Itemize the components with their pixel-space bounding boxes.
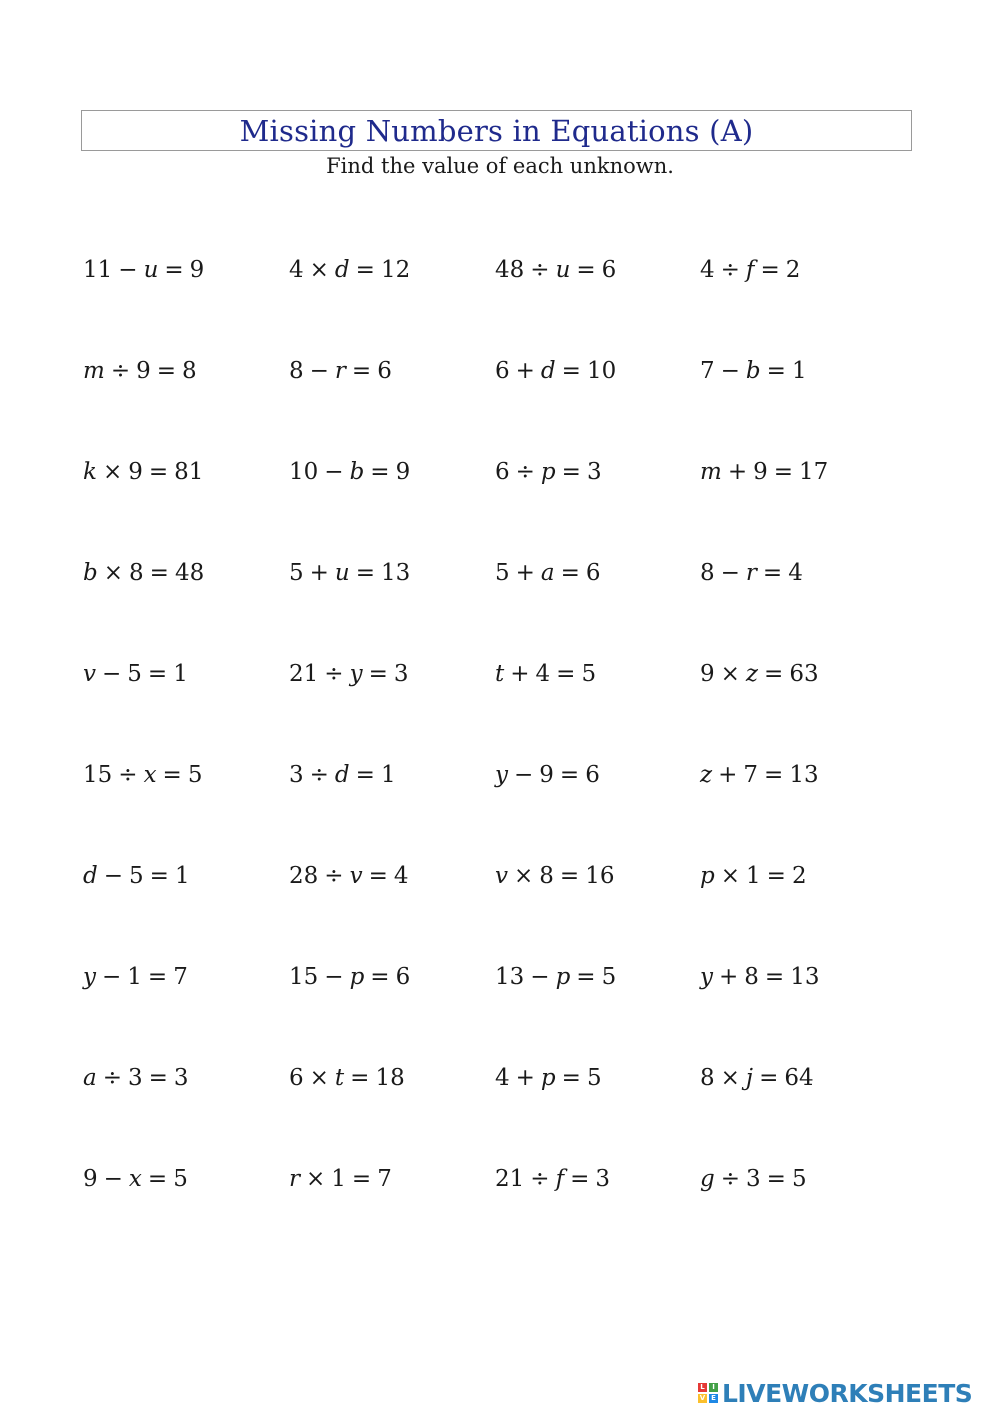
worksheet-instructions: Find the value of each unknown. xyxy=(326,154,674,178)
equation-number: 28 xyxy=(289,863,319,889)
equation-unknown: y xyxy=(495,762,508,788)
equation xyxy=(495,356,616,386)
equation-operator: × xyxy=(309,1065,329,1091)
equation-number: 7 xyxy=(700,358,715,384)
equation xyxy=(700,1164,807,1194)
equation-operator: − xyxy=(309,358,329,384)
equation-operator: − xyxy=(103,1166,123,1192)
equation-unknown: f xyxy=(555,1166,565,1192)
equation-operator: ÷ xyxy=(118,762,138,788)
equation-number: 12 xyxy=(380,257,411,283)
equation-operator: ÷ xyxy=(720,1166,741,1192)
equation-number: 13 xyxy=(790,964,820,990)
equation-number: 5 xyxy=(586,1065,602,1091)
equation-operator: = xyxy=(759,1065,779,1091)
equation-operator: − xyxy=(118,257,138,283)
equation-operator: = xyxy=(355,257,375,283)
equation xyxy=(289,457,410,487)
equation xyxy=(495,962,616,992)
equation-number: 3 xyxy=(586,459,602,485)
equation-number: 1 xyxy=(174,863,190,889)
equation-operator: ÷ xyxy=(530,1166,550,1192)
equation xyxy=(495,255,616,285)
equation-number: 1 xyxy=(380,762,396,788)
equation-number: 8 xyxy=(129,560,144,586)
equation-number: 5 xyxy=(581,661,597,687)
equation-number: 1 xyxy=(331,1166,346,1192)
equation xyxy=(83,760,202,790)
equation-unknown: v xyxy=(349,863,363,889)
equation xyxy=(700,356,807,386)
logo-mark-tile: V xyxy=(699,1394,706,1402)
equation-unknown: p xyxy=(555,964,571,990)
equation-number: 7 xyxy=(743,762,759,788)
equation-number: 8 xyxy=(182,358,197,384)
equation-number: 17 xyxy=(799,459,829,485)
equation xyxy=(289,356,392,386)
equation-operator: × xyxy=(514,863,534,889)
equation-number: 10 xyxy=(289,459,319,485)
equation-unknown: b xyxy=(745,358,761,384)
equation-operator: ÷ xyxy=(515,459,535,485)
equation-unknown: t xyxy=(334,1065,345,1091)
equation-unknown: r xyxy=(745,560,757,586)
equation-number: 4 xyxy=(788,560,803,586)
equation-number: 8 xyxy=(700,1065,715,1091)
equation-number: 6 xyxy=(289,1065,304,1091)
equation-operator: ÷ xyxy=(309,762,329,788)
equation-unknown: x xyxy=(128,1166,142,1192)
equation-number: 8 xyxy=(700,560,715,586)
equation-number: 6 xyxy=(495,459,510,485)
logo-mark-tile: E xyxy=(709,1394,718,1403)
equation-number: 5 xyxy=(127,661,142,687)
equation-operator: = xyxy=(576,257,596,283)
equation-unknown: u xyxy=(334,560,350,586)
equation-operator: ÷ xyxy=(102,1065,122,1091)
equation-number: 13 xyxy=(381,560,411,586)
equation-unknown: d xyxy=(334,762,350,788)
equation-number: 6 xyxy=(495,358,510,384)
equation-unknown: a xyxy=(540,560,555,586)
equation-operator: × xyxy=(720,863,741,889)
equation-number: 1 xyxy=(791,358,807,384)
equation-unknown: t xyxy=(495,661,505,687)
equation-operator: + xyxy=(515,358,535,384)
equation-number: 64 xyxy=(784,1065,814,1091)
equation-operator: − xyxy=(720,358,740,384)
equation-number: 9 xyxy=(539,762,554,788)
equation-operator: = xyxy=(766,863,786,889)
equation-operator: − xyxy=(324,964,344,990)
equation-number: 4 xyxy=(700,257,715,283)
equation-unknown: v xyxy=(83,661,96,687)
equation-operator: = xyxy=(147,964,168,990)
equation-operator: = xyxy=(764,964,785,990)
equation-number: 6 xyxy=(585,560,601,586)
equation-number: 11 xyxy=(83,257,113,283)
equation-operator: = xyxy=(351,1166,372,1192)
equation xyxy=(83,962,188,992)
equation-operator: + xyxy=(727,459,748,485)
equation-operator: = xyxy=(561,1065,581,1091)
equation-operator: = xyxy=(148,1065,168,1091)
equation xyxy=(700,255,800,285)
logo-mark-tile: L xyxy=(698,1383,707,1392)
equation xyxy=(83,457,203,487)
equation-operator: = xyxy=(559,863,580,889)
equation-unknown: r xyxy=(289,1166,300,1192)
equation-number: 3 xyxy=(746,1166,761,1192)
equation xyxy=(289,558,410,588)
equation-operator: = xyxy=(350,1065,370,1091)
equation-unknown: y xyxy=(83,964,96,990)
equation-unknown: r xyxy=(334,358,346,384)
equation-number: 9 xyxy=(753,459,768,485)
equation-number: 6 xyxy=(377,358,392,384)
equation xyxy=(289,962,410,992)
equation-unknown: k xyxy=(83,459,97,485)
equation-operator: = xyxy=(766,1166,786,1192)
equation-number: 7 xyxy=(173,964,188,990)
equation-unknown: z xyxy=(700,762,713,788)
equation-operator: = xyxy=(556,661,576,687)
equation-unknown: p xyxy=(540,459,556,485)
equation-operator: = xyxy=(760,257,780,283)
equation-unknown: f xyxy=(745,257,755,283)
equation-unknown: j xyxy=(745,1065,754,1091)
equation-operator: = xyxy=(561,358,581,384)
equation xyxy=(700,962,819,992)
equation-unknown: b xyxy=(83,560,98,586)
equation-number: 9 xyxy=(136,358,151,384)
equation xyxy=(700,457,828,487)
equation-operator: − xyxy=(530,964,550,990)
equation-number: 1 xyxy=(173,661,188,687)
equation-number: 81 xyxy=(174,459,204,485)
equation-number: 48 xyxy=(174,560,205,586)
equation-number: 16 xyxy=(585,863,615,889)
equation-operator: = xyxy=(355,762,375,788)
equation-unknown: d xyxy=(334,257,350,283)
equation xyxy=(83,255,204,285)
equation-number: 9 xyxy=(395,459,411,485)
equation-number: 18 xyxy=(375,1065,405,1091)
equation-operator: ÷ xyxy=(324,661,344,687)
equation-number: 8 xyxy=(744,964,759,990)
equation xyxy=(83,1063,189,1093)
equation-unknown: d xyxy=(83,863,98,889)
equation-number: 3 xyxy=(128,1065,143,1091)
equation-number: 5 xyxy=(601,964,617,990)
equation-number: 13 xyxy=(789,762,819,788)
equation-number: 9 xyxy=(128,459,143,485)
equation-operator: ÷ xyxy=(720,257,740,283)
equation-operator: − xyxy=(720,560,740,586)
equation-operator: × xyxy=(103,560,124,586)
equation-operator: = xyxy=(148,459,169,485)
equation-operator: − xyxy=(324,459,344,485)
equation-operator: − xyxy=(102,661,122,687)
equation-operator: = xyxy=(766,358,786,384)
equation xyxy=(289,1164,392,1194)
equation-number: 4 xyxy=(289,257,304,283)
equation-operator: = xyxy=(147,661,168,687)
equation-operator: − xyxy=(102,964,122,990)
equation-operator: = xyxy=(576,964,596,990)
equation-unknown: p xyxy=(349,964,365,990)
equation xyxy=(495,659,596,689)
equation-number: 4 xyxy=(393,863,409,889)
equation-unknown: b xyxy=(349,459,365,485)
equation-number: 5 xyxy=(129,863,144,889)
equation-number: 8 xyxy=(289,358,304,384)
logo-text: LIVEWORKSHEETS xyxy=(722,1378,973,1408)
equation-number: 48 xyxy=(495,257,525,283)
equation xyxy=(289,861,408,891)
equation xyxy=(700,1063,814,1093)
equation xyxy=(289,255,410,285)
equation-number: 3 xyxy=(289,762,304,788)
equation-number: 9 xyxy=(83,1166,98,1192)
equation-operator: = xyxy=(764,762,784,788)
equation-operator: × xyxy=(102,459,123,485)
equation-operator: = xyxy=(370,964,390,990)
equation xyxy=(700,659,819,689)
equation-operator: = xyxy=(149,863,169,889)
equation-unknown: m xyxy=(83,358,105,384)
equation-number: 3 xyxy=(173,1065,189,1091)
equation-operator: + xyxy=(718,762,738,788)
equation-unknown: p xyxy=(540,1065,556,1091)
title-box xyxy=(81,110,912,151)
equation-number: 3 xyxy=(595,1166,610,1192)
equation-operator: = xyxy=(559,762,580,788)
equation-unknown: y xyxy=(700,964,713,990)
equation-operator: = xyxy=(370,459,390,485)
equation-operator: + xyxy=(510,661,530,687)
equation-unknown: y xyxy=(349,661,363,687)
equation xyxy=(700,861,807,891)
equation-operator: = xyxy=(368,863,388,889)
liveworksheets-logo xyxy=(698,1376,972,1410)
equation xyxy=(83,356,197,386)
equation xyxy=(700,760,819,790)
equation-number: 6 xyxy=(395,964,411,990)
equation-number: 2 xyxy=(785,257,801,283)
logo-mark-tile: I xyxy=(709,1383,718,1392)
equation-operator: + xyxy=(309,560,329,586)
equation-number: 5 xyxy=(187,762,203,788)
equation-number: 21 xyxy=(495,1166,525,1192)
equation-operator: + xyxy=(515,1065,535,1091)
equation-operator: = xyxy=(351,358,372,384)
equation-number: 2 xyxy=(791,863,807,889)
equation-operator: × xyxy=(720,661,740,687)
equation-unknown: u xyxy=(555,257,571,283)
equation xyxy=(495,1164,610,1194)
equation xyxy=(495,1063,602,1093)
equation-operator: + xyxy=(515,560,535,586)
equation-number: 5 xyxy=(173,1166,188,1192)
equation-operator: ÷ xyxy=(110,358,131,384)
equation-operator: = xyxy=(570,1166,590,1192)
equation-operator: × xyxy=(306,1166,326,1192)
equation-number: 8 xyxy=(539,863,554,889)
equation xyxy=(495,861,614,891)
equation-operator: = xyxy=(162,762,182,788)
equation-number: 21 xyxy=(289,661,319,687)
equation-unknown: d xyxy=(540,358,556,384)
equation-unknown: a xyxy=(83,1065,97,1091)
equation-number: 6 xyxy=(601,257,617,283)
equation xyxy=(495,558,601,588)
equation-number: 6 xyxy=(585,762,600,788)
equation-unknown: p xyxy=(700,863,715,889)
equation-operator: = xyxy=(560,560,580,586)
equation-operator: = xyxy=(149,560,169,586)
equation-operator: − xyxy=(103,863,124,889)
equation-number: 5 xyxy=(791,1166,807,1192)
equation-operator: = xyxy=(764,661,784,687)
equation-unknown: g xyxy=(700,1166,715,1192)
equation-operator: = xyxy=(147,1166,168,1192)
logo-mark-icon xyxy=(698,1383,718,1403)
equation xyxy=(289,760,396,790)
equation-number: 10 xyxy=(586,358,617,384)
equation-number: 1 xyxy=(746,863,761,889)
equation xyxy=(83,558,204,588)
equation-operator: = xyxy=(355,560,376,586)
equation-operator: − xyxy=(514,762,534,788)
equation xyxy=(495,457,602,487)
equation-number: 5 xyxy=(495,560,510,586)
equation-unknown: m xyxy=(700,459,722,485)
equation-unknown: u xyxy=(143,257,159,283)
equation-number: 1 xyxy=(127,964,142,990)
equation xyxy=(700,558,803,588)
equation-operator: = xyxy=(762,560,783,586)
equation-number: 15 xyxy=(83,762,113,788)
equation xyxy=(289,659,408,689)
equation-unknown: v xyxy=(495,863,508,889)
equation-number: 9 xyxy=(189,257,205,283)
equation-operator: = xyxy=(164,257,184,283)
equation-number: 9 xyxy=(700,661,715,687)
equation-unknown: z xyxy=(745,661,759,687)
equation-number: 4 xyxy=(535,661,551,687)
equation xyxy=(83,659,188,689)
equation-operator: ÷ xyxy=(324,863,344,889)
equation-number: 3 xyxy=(393,661,409,687)
equation-operator: + xyxy=(719,964,739,990)
worksheet-title: Missing Numbers in Equations (A) xyxy=(239,114,754,148)
equation-operator: × xyxy=(720,1065,740,1091)
equation-unknown: x xyxy=(143,762,157,788)
equation-operator: × xyxy=(309,257,329,283)
equation-operator: = xyxy=(561,459,581,485)
equation-number: 4 xyxy=(495,1065,510,1091)
equation-operator: ÷ xyxy=(530,257,550,283)
equation-operator: = xyxy=(773,459,794,485)
equation xyxy=(289,1063,405,1093)
equation-number: 15 xyxy=(289,964,319,990)
equation xyxy=(495,760,600,790)
equation-number: 5 xyxy=(289,560,304,586)
equation-number: 63 xyxy=(789,661,819,687)
equation-number: 13 xyxy=(495,964,525,990)
equation-number: 7 xyxy=(377,1166,392,1192)
equation-operator: = xyxy=(156,358,177,384)
equation-operator: = xyxy=(368,661,388,687)
equation xyxy=(83,861,190,891)
equation xyxy=(83,1164,188,1194)
